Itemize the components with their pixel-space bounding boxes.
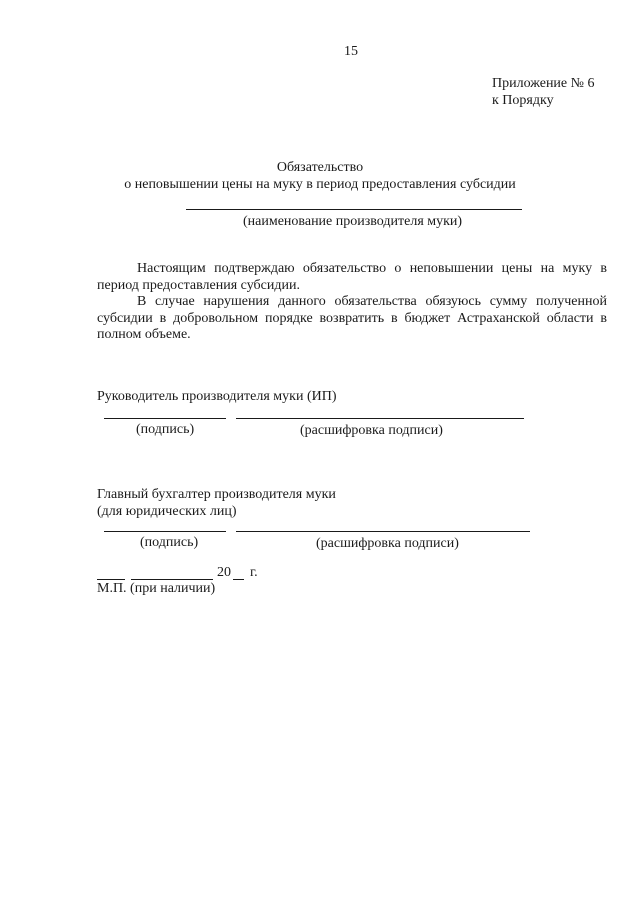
accountant-signature-caption: (подпись) [140, 535, 199, 550]
accountant-signature-label: Главный бухгалтер производителя муки [97, 487, 336, 502]
commitment-paragraph: Настоящим подтверждаю обязательство о неповышении цены на муку в период предоставления субсидии. [97, 261, 607, 293]
page-number: 15 [344, 44, 358, 59]
date-year-prefix: 20 [217, 565, 231, 580]
date-year-line [233, 579, 244, 580]
accountant-legal-entities-note: (для юридических лиц) [97, 504, 237, 519]
head-signature-caption: (подпись) [136, 422, 195, 437]
date-month-line [131, 579, 213, 580]
appendix-label: Приложение № 6 [492, 76, 595, 91]
date-day-line [97, 579, 125, 580]
head-decoding-caption: (расшифровка подписи) [300, 423, 443, 438]
accountant-decoding-line [236, 531, 530, 532]
head-signature-line [104, 418, 226, 419]
date-year-suffix: г. [250, 565, 258, 580]
appendix-reference: к Порядку [492, 93, 554, 108]
head-decoding-line [236, 418, 524, 419]
violation-paragraph: В случае нарушения данного обязательства обязуюсь сумму полученной субсидии в добровольном порядке возвратить в бюджет Астраханской области в полном объеме. [97, 294, 607, 342]
producer-name-caption: (наименование производителя муки) [243, 214, 463, 229]
stamp-place-label: М.П. (при наличии) [97, 581, 216, 596]
accountant-decoding-caption: (расшифровка подписи) [316, 536, 459, 551]
document-title: Обязательство [276, 160, 364, 175]
document-subtitle: о неповышении цены на муку в период предоставления субсидии [124, 177, 516, 192]
accountant-signature-line [104, 531, 226, 532]
producer-name-line [186, 209, 522, 210]
head-signature-label: Руководитель производителя муки (ИП) [97, 389, 337, 404]
